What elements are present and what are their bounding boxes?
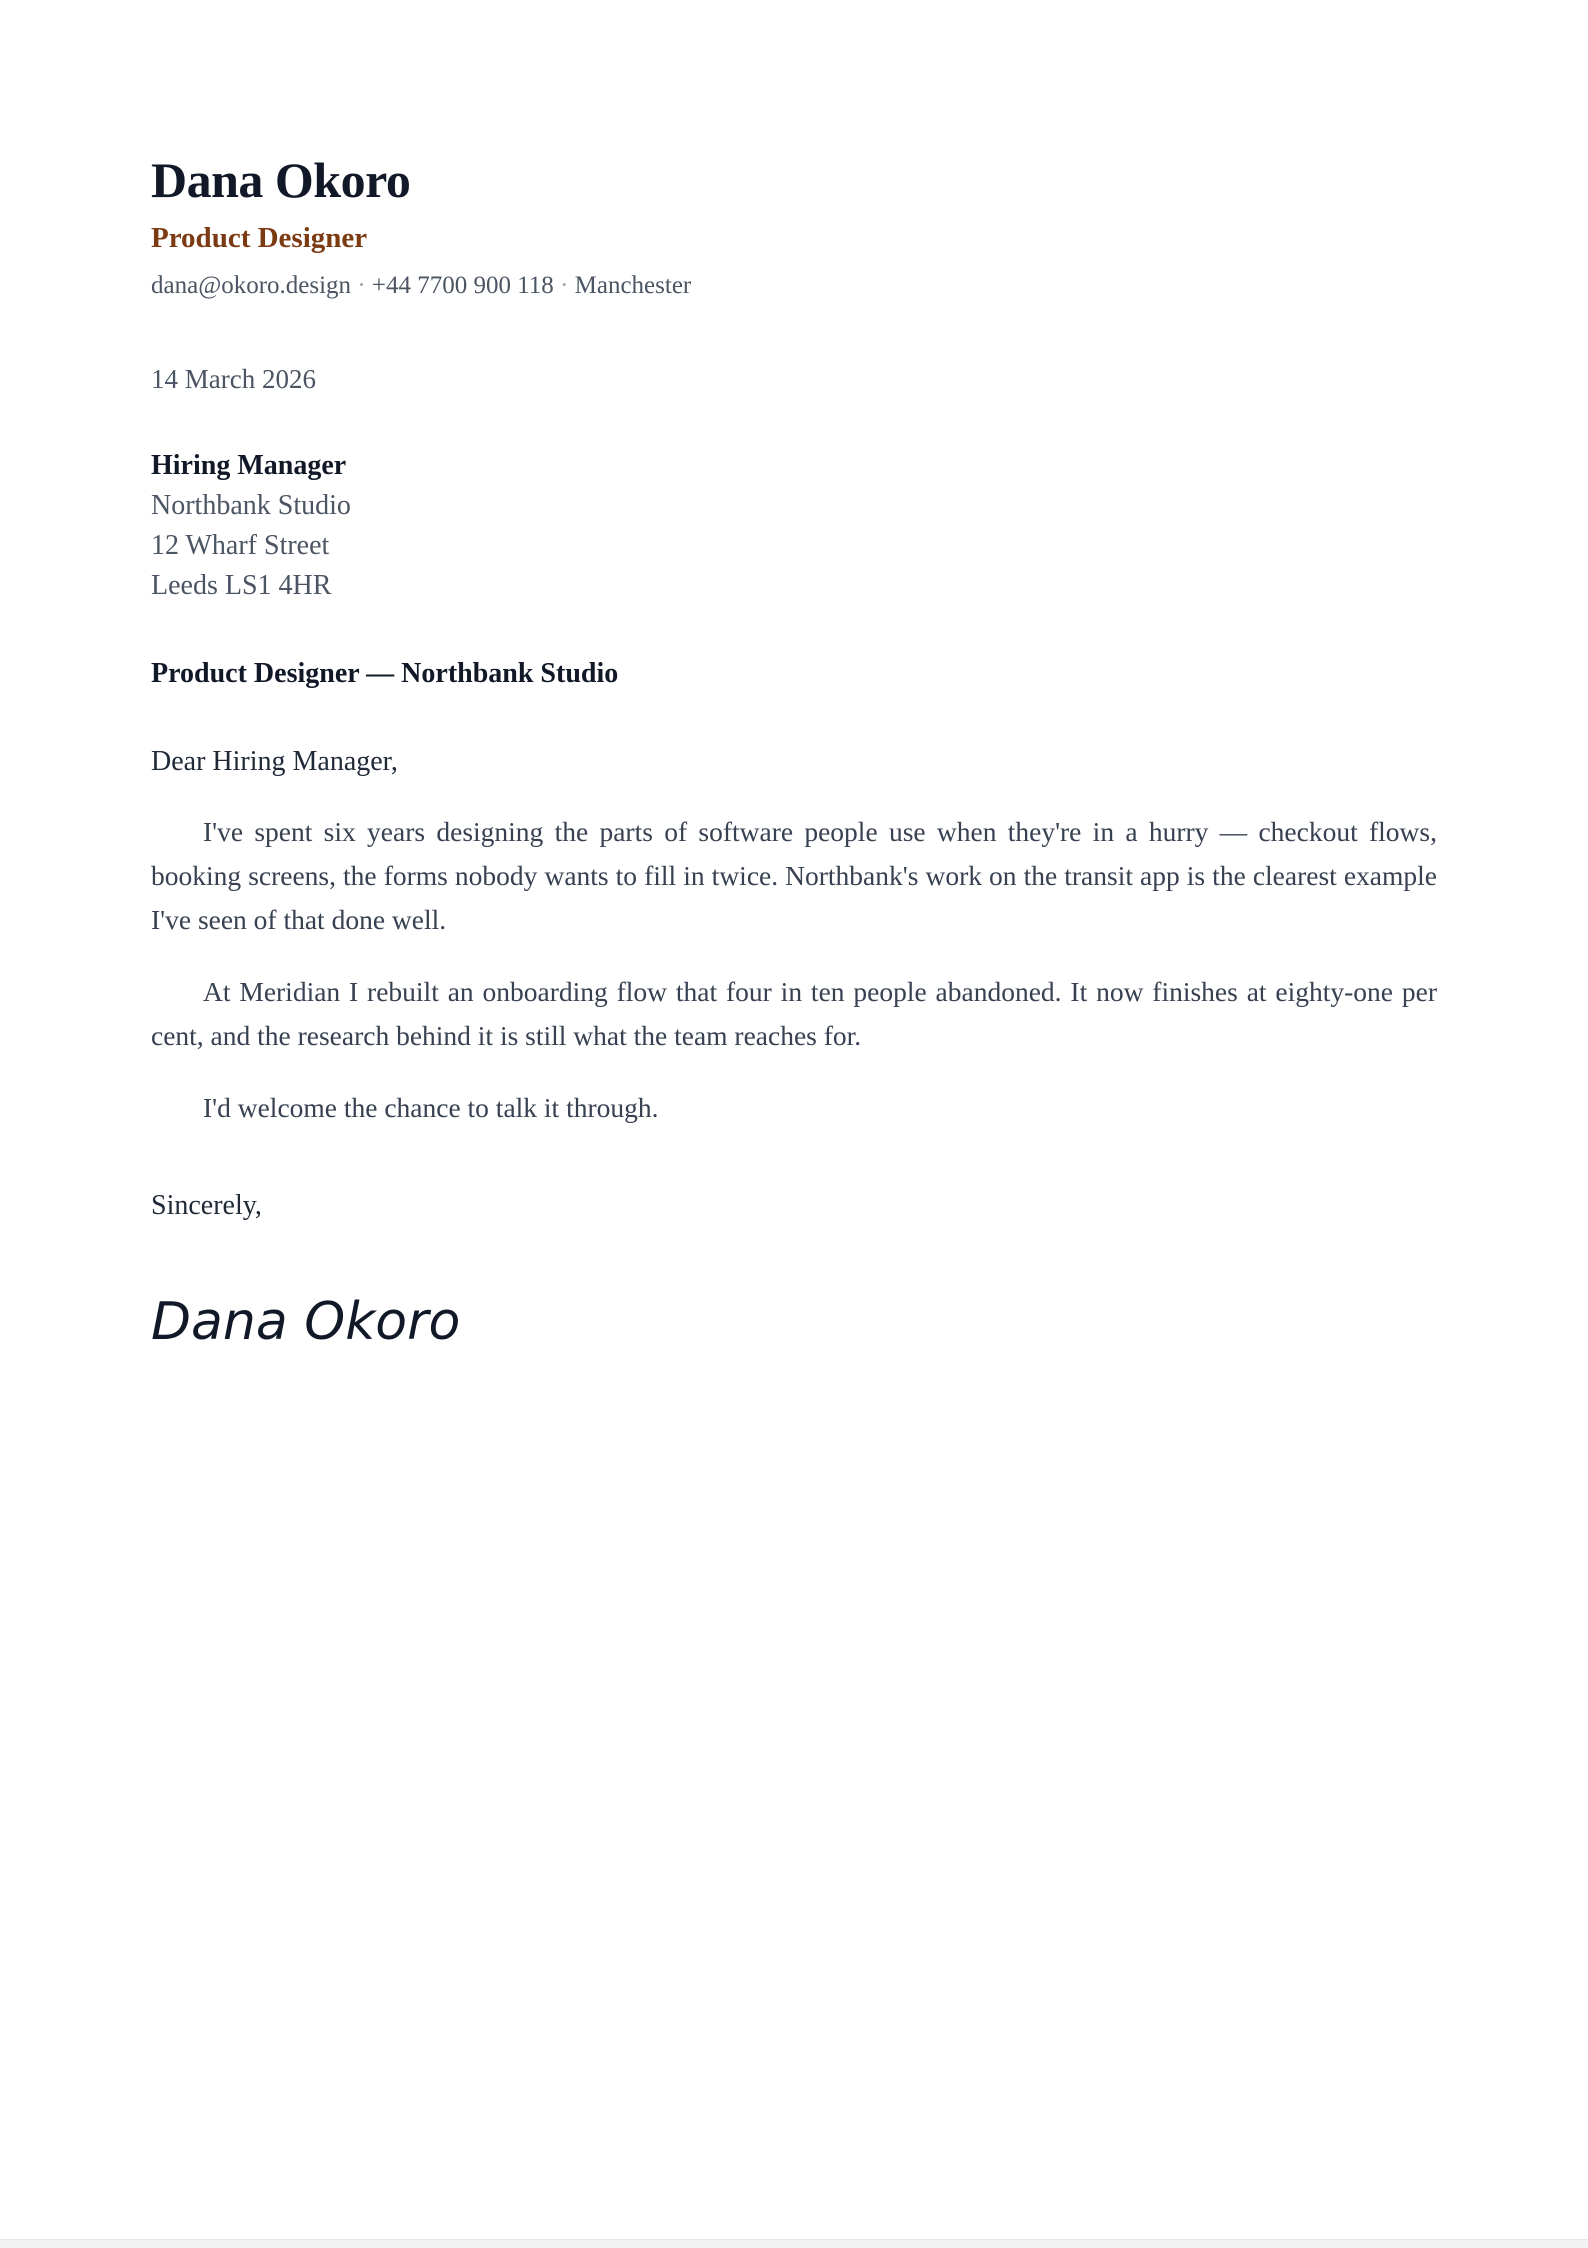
subject-line: Product Designer — Northbank Studio	[151, 658, 619, 689]
page-bottom-edge	[0, 2239, 1588, 2248]
letter-header	[151, 148, 1437, 304]
body-paragraph: I've spent six years designing the parts of software people use when they're in a hurry — checkout flows, booking screens, the forms nobody wants to fill in twice. Northbank's work on the transit app is the clearest example I've seen of that done well.	[151, 816, 1437, 935]
letter-date: 14 March 2026	[151, 364, 316, 394]
recipient-city-postcode: Leeds LS1 4HR	[151, 570, 332, 601]
closing: Sincerely,	[151, 1190, 262, 1221]
cover-letter	[151, 148, 1437, 1354]
recipient-block	[151, 446, 1437, 606]
recipient-name: Hiring Manager	[151, 450, 347, 481]
recipient-street: 12 Wharf Street	[151, 530, 330, 561]
signature: Dana Okoro	[151, 1292, 461, 1352]
contact-city: Manchester	[574, 272, 692, 299]
sender-title: Product Designer	[151, 222, 368, 254]
contact-email: dana@okoro.design	[151, 272, 352, 299]
contact-phone: +44 7700 900 118	[371, 272, 554, 299]
sender-name: Dana Okoro	[151, 152, 411, 208]
body-paragraph: At Meridian I rebuilt an onboarding flow that four in ten people abandoned. It now finishes at eighty-one per cent, and the research behind it is still what the team reaches for.	[151, 976, 1437, 1051]
letter-body	[151, 810, 1437, 1130]
contact-line	[151, 268, 1437, 304]
body-paragraph: I'd welcome the chance to talk it through.	[203, 1092, 659, 1123]
contact-separator: ·	[560, 272, 569, 299]
salutation: Dear Hiring Manager,	[151, 746, 398, 777]
contact-separator: ·	[357, 272, 366, 299]
recipient-company: Northbank Studio	[151, 490, 351, 521]
